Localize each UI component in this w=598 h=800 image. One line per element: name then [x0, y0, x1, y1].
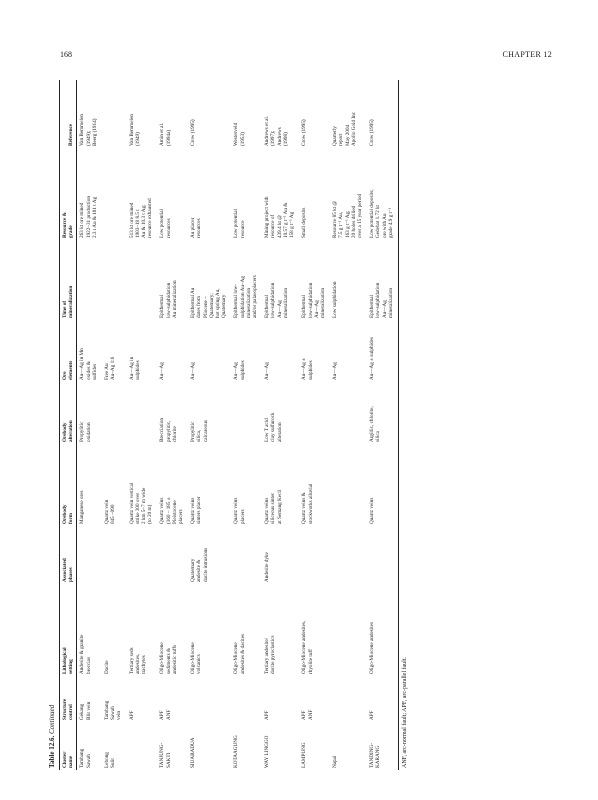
- table-cell: Tambang Sawah vein: [104, 700, 123, 720]
- table-cell: Propylitic silica, calcareous: [190, 420, 209, 442]
- table-cell: Tertiary seds andesites, trachytes: [128, 647, 148, 674]
- table-cell: TANDING- KARANG: [367, 722, 398, 770]
- table-cell: Oligo-Miocene andesites & dacites: [233, 633, 246, 674]
- table-cell: [102, 240, 127, 320]
- column-header: Cluster name: [60, 722, 77, 770]
- table-cell: [102, 382, 127, 444]
- table-cell: Quartz vein vertical strike 300 over 2 km 5–7 m wide (to 20 m): [128, 482, 154, 524]
- table-cell: Gekang Blir vein: [79, 701, 92, 720]
- table-cell: Resource 85 kt @ 7.5 g t⁻¹ Au, 163 g t⁻¹ Ag; 20 holes drilled over a 15 year period: [332, 193, 363, 238]
- table-body: [77, 80, 399, 770]
- table-cell: Crow (1995): [301, 119, 308, 146]
- table-cell: Au—Ag ± sulphides: [301, 357, 314, 380]
- table-cell: Crow (1995): [367, 80, 398, 148]
- table-cell: [127, 722, 158, 770]
- table-cell: 263 kt ore mined 1922–31 production 2.3 t Au & 181 t Ag: [79, 196, 98, 238]
- table-cell: [77, 240, 102, 320]
- table-row: [127, 80, 158, 770]
- table-row: [262, 80, 299, 770]
- table-cell: Crow (1995): [190, 119, 197, 146]
- table-caption: [48, 80, 56, 768]
- table-cell: Epithermal low-sulphidation Au—Ag mineralization: [264, 282, 289, 318]
- table-cell: Epithermal low- sulphidation Au–Ag mineralization and/or palaeoplacers: [233, 275, 259, 318]
- table-cell: WAY LINGGO: [264, 735, 271, 768]
- table-cell: Argillic, chlorite, silica: [367, 382, 398, 444]
- table-row: [299, 80, 330, 770]
- column-header: Reference: [60, 80, 77, 148]
- table-cell: Andesite dyke: [264, 552, 271, 582]
- table-cell: APF ANF: [301, 709, 314, 720]
- table-cell: Andrews et al. (1997); Andrews (1998): [264, 115, 289, 146]
- table-cell: Tertiary andesite/ dacite pyroclastics: [264, 635, 277, 674]
- table-cell: Dacite: [104, 660, 111, 674]
- table-cell: [157, 526, 188, 584]
- column-header: Orebody form: [60, 444, 77, 526]
- table-cell: [127, 240, 158, 320]
- table-cell: Free Au Au–Ag 1:6: [104, 356, 117, 380]
- table-cell: Van Bemmelen (1949): [128, 114, 141, 146]
- table-cell: Epithermal low-sulphidation Au mineralization: [159, 280, 178, 318]
- table-cell: Oligo-Miocene sediments & andesitic tuffs: [159, 642, 178, 674]
- table-row: [188, 80, 231, 770]
- table-cell: Brecciation propylitic, chlorite: [159, 418, 178, 442]
- table-cell: TANJUNG- SAKTI: [159, 742, 172, 768]
- table-cell: Quartz veins: [367, 444, 398, 526]
- table-cell: Epithermal low-sulphidation Au—Ag mineralization: [367, 240, 398, 320]
- table-cell: Quartz veins (160 – 185 ± Pleistocene placers: [159, 497, 185, 524]
- table-cell: Van Bemmelen (1949); Beerg (1914): [79, 114, 98, 146]
- table-cell: Au—Ag: [264, 362, 271, 380]
- table-cell: Low potential resources: [159, 209, 172, 238]
- table-cell: Au—Ag: [159, 362, 166, 380]
- table-cell: APF: [264, 710, 271, 720]
- table-row: [231, 80, 262, 770]
- table-cell: [102, 526, 127, 584]
- table-label: Table 12.6.: [48, 735, 56, 768]
- table-cell: [77, 526, 102, 584]
- table-cell: [299, 382, 330, 444]
- table-cell: APF: [128, 710, 135, 720]
- table-cell: [330, 676, 367, 722]
- table-cell: [330, 444, 367, 526]
- table-cell: Small deposits: [301, 207, 308, 238]
- table-cell: Westerveld (1953): [233, 122, 246, 146]
- table-row: [330, 80, 367, 770]
- page-number: 168: [60, 50, 72, 59]
- table-cell: Quartz veins placers: [233, 497, 246, 524]
- table-cell: Manganese ores: [79, 490, 86, 524]
- table-cell: Low potential deposits; Gedebat 1.72 kt ore with Au grade 4.9 g t⁻¹: [367, 148, 398, 240]
- rotated-table-block: [48, 80, 560, 770]
- table-cell: Quartz veins sinters placer: [190, 496, 203, 524]
- table-row: [367, 80, 398, 770]
- table-cell: Mining project with resource of 439.4 kt @ 10.57 g t⁻¹ Au & 158 g t⁻¹ Ag: [264, 196, 296, 238]
- table-status: Continued: [48, 704, 56, 735]
- table-cell: Oligo-Miocene andesites, rhyolite tuff: [301, 620, 314, 674]
- table-cell: [102, 148, 127, 240]
- table-cell: [127, 382, 158, 444]
- table-cell: APF: [367, 676, 398, 722]
- table-cell: [330, 584, 367, 676]
- column-header: Ore elements: [60, 320, 77, 382]
- column-header: Time of mineralization: [60, 240, 77, 320]
- column-header: Structure control: [60, 676, 77, 722]
- table-header-row: [60, 80, 77, 770]
- chapter-title: CHAPTER 12: [502, 50, 552, 59]
- table-cell: [127, 526, 158, 584]
- table-cell: Low potential resource: [233, 209, 246, 238]
- table-cell: Epithermal low-sulphidation Au—Ag mineralization: [301, 282, 326, 318]
- table-cell: [231, 676, 262, 722]
- column-header: Associated phases: [60, 526, 77, 584]
- column-header: Orebody alteration: [60, 382, 77, 444]
- table-cell: APF ANF: [159, 709, 172, 720]
- table-cell: Oligo-Miocene andesites: [367, 584, 398, 676]
- table-cell: [231, 526, 262, 584]
- table-cell: Quartz vein 045 –090: [104, 499, 117, 524]
- table-cell: Au—Ag sulphides: [233, 360, 246, 380]
- table-footnote: ANF, arc-normal fault; APF, arc-parallel fault.: [401, 656, 408, 768]
- table-cell: Au—Ag: [190, 362, 197, 380]
- table-cell: [102, 80, 127, 148]
- table-cell: Au—Ag ± sulphides: [367, 320, 398, 382]
- table-cell: Andesite & granite breccias: [79, 634, 92, 674]
- table-cell: [330, 526, 367, 584]
- table-cell: [188, 676, 231, 722]
- table-cell: KOTAAGUNG: [233, 735, 240, 768]
- table-cell: Quarterly report May 2004 Apollo Gold Inc: [332, 111, 357, 146]
- table-cell: Epithermal Au dates from Pliocene – Quaternary; hot spring Au, Quaternary: [190, 287, 228, 318]
- table-cell: Au—Ag in sulphides: [128, 356, 141, 380]
- table-cell: Au—Ag in Mn oxides & sulfides: [79, 348, 98, 380]
- table-cell: Low T acid clay sulfurock alteration: [264, 412, 283, 442]
- column-header: Resource & grade: [60, 148, 77, 240]
- table-cell: Amin et al. (1994a): [159, 122, 172, 146]
- table-cell: Tambang Sawah: [79, 748, 92, 768]
- table-cell: Napal: [332, 755, 339, 768]
- table-cell: Oligo-Miocene volcanics: [190, 642, 203, 674]
- table-cell: Quartz veins & stockworks alluvial: [301, 483, 314, 524]
- table-row: [102, 80, 127, 770]
- data-table: [59, 80, 399, 770]
- table-cell: Quaternary andesite & dacite intrusions: [190, 547, 209, 582]
- table-cell: Au—Ag: [332, 362, 339, 380]
- column-header: Lithological setting: [60, 584, 77, 676]
- table-cell: Lebong Sulit: [104, 752, 117, 768]
- table-cell: Propylitic oxidation: [79, 421, 92, 442]
- table-cell: LAMPUNG: [301, 742, 308, 768]
- table-cell: Low sulphidation: [332, 281, 339, 318]
- table-row: [157, 80, 188, 770]
- table-cell: [330, 382, 367, 444]
- table-cell: [231, 382, 262, 444]
- table-cell: Au placer resources: [190, 217, 203, 238]
- table-row: [77, 80, 102, 770]
- table-cell: [299, 526, 330, 584]
- table-cell: 513 kt ore mined 1903–18 8.5 t Au & 10.3 t Ag; resource exhausted: [128, 198, 154, 238]
- table-cell: Quartz veins siliceous sinter at Semang Kecil: [264, 489, 283, 524]
- table-cell: [367, 526, 398, 584]
- table-cell: SIUABADUA: [190, 737, 197, 768]
